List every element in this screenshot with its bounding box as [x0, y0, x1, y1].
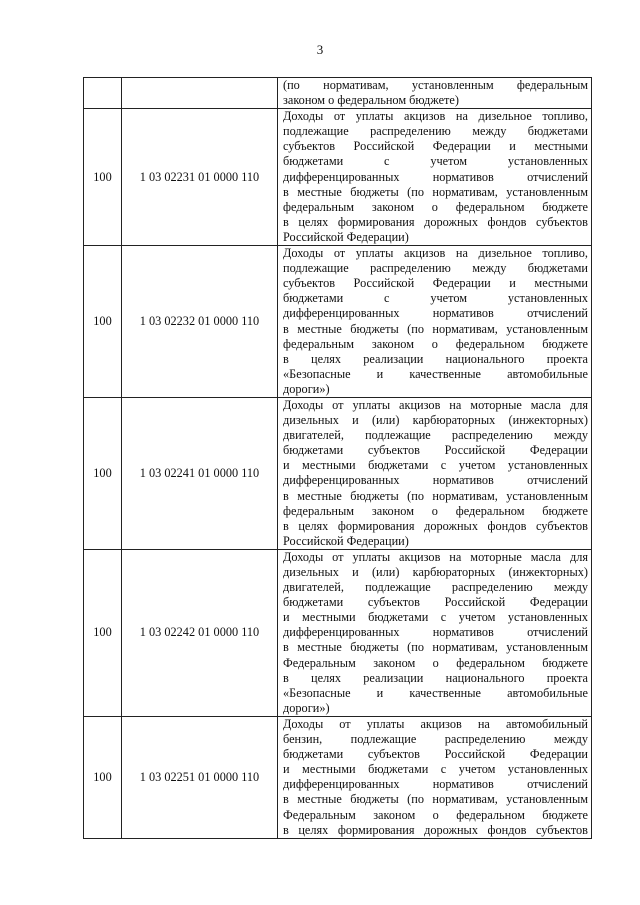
revenue-name-line: и местными бюджетами с учетом установленных — [283, 762, 588, 777]
revenue-name-line: Доходы от уплаты акцизов на дизельное топливо, — [283, 246, 588, 261]
revenue-name-line: бензин, подлежащие распределению между — [283, 732, 588, 747]
revenue-name-line: Доходы от уплаты акцизов на моторные масла для — [283, 397, 588, 412]
table-row — [84, 716, 592, 838]
budget-classification-code-cell: 1 03 02242 01 0000 110 — [122, 549, 278, 716]
revenue-name-line: бюджетами субъектов Российской Федерации — [283, 595, 588, 610]
revenue-name-cell — [278, 397, 592, 549]
revenue-name-line: Доходы от уплаты акцизов на автомобильный — [283, 716, 588, 731]
revenue-name-cell — [278, 549, 592, 716]
revenue-name-line: двигателей, подлежащие распределению между — [283, 580, 588, 595]
revenue-codes-table — [83, 77, 592, 839]
revenue-name-line: дифференцированных нормативов отчислений — [283, 777, 588, 792]
budget-classification-code-cell — [122, 78, 278, 109]
admin-code-cell: 100 — [84, 716, 122, 838]
admin-code-cell: 100 — [84, 109, 122, 246]
table-row — [84, 78, 592, 109]
table-row — [84, 246, 592, 398]
revenue-name-line: федеральным законом о федеральном бюджете — [283, 336, 588, 351]
revenue-name-line: в целях реализации национального проекта — [283, 351, 588, 366]
revenue-name-line: бюджетами субъектов Российской Федерации — [283, 747, 588, 762]
revenue-name-line: в целях формирования дорожных фондов субъектов — [283, 518, 588, 533]
revenue-name-cell — [278, 716, 592, 838]
revenue-name-line: двигателей, подлежащие распределению между — [283, 428, 588, 443]
revenue-name-line: в целях формирования дорожных фондов субъектов — [283, 214, 588, 229]
revenue-name-line: «Безопасные и качественные автомобильные — [283, 366, 588, 381]
revenue-name-cell — [278, 246, 592, 398]
revenue-name-line: в целях реализации национального проекта — [283, 670, 588, 685]
revenue-name-line: Доходы от уплаты акцизов на моторные масла для — [283, 549, 588, 564]
revenue-name-line: в местные бюджеты (по нормативам, установленным — [283, 184, 588, 199]
budget-classification-code-cell: 1 03 02241 01 0000 110 — [122, 397, 278, 549]
table-body — [84, 78, 592, 839]
revenue-name-line: дороги») — [283, 381, 330, 396]
budget-classification-code-cell: 1 03 02251 01 0000 110 — [122, 716, 278, 838]
revenue-name-line: дифференцированных нормативов отчислений — [283, 625, 588, 640]
budget-classification-code-cell: 1 03 02231 01 0000 110 — [122, 109, 278, 246]
revenue-name-line: бюджетами с учетом установленных — [283, 291, 588, 306]
revenue-name-cell — [278, 78, 592, 109]
revenue-name-line: Российской Федерации) — [283, 533, 409, 548]
revenue-name-line: законом о федеральном бюджете) — [283, 93, 459, 108]
revenue-name-line: дифференцированных нормативов отчислений — [283, 169, 588, 184]
revenue-name-line: бюджетами субъектов Российской Федерации — [283, 443, 588, 458]
revenue-name-line: «Безопасные и качественные автомобильные — [283, 685, 588, 700]
admin-code-cell: 100 — [84, 549, 122, 716]
revenue-name-line: дизельных и (или) карбюраторных (инжекторных) — [283, 565, 588, 579]
revenue-name-line: подлежащие распределению между бюджетами — [283, 261, 588, 276]
revenue-name-line: федеральным законом о федеральном бюджете — [283, 503, 588, 518]
revenue-name-line: в местные бюджеты (по нормативам, установленным — [283, 488, 588, 503]
revenue-name-line: (по нормативам, установленным федеральным — [283, 78, 588, 92]
revenue-name-line: бюджетами с учетом установленных — [283, 154, 588, 169]
revenue-name-line: дифференцированных нормативов отчислений — [283, 306, 588, 321]
revenue-name-line: субъектов Российской Федерации и местными — [283, 139, 588, 154]
table-row — [84, 109, 592, 246]
revenue-name-line: в целях формирования дорожных фондов субъектов — [283, 822, 588, 837]
page-number: 3 — [316, 42, 324, 57]
table-row — [84, 549, 592, 716]
admin-code-cell: 100 — [84, 246, 122, 398]
revenue-name-line: подлежащие распределению между бюджетами — [283, 124, 588, 139]
revenue-name-line: Доходы от уплаты акцизов на дизельное топливо, — [283, 109, 588, 124]
revenue-name-line: федеральным законом о федеральном бюджете — [283, 199, 588, 214]
revenue-name-line: и местными бюджетами с учетом установленных — [283, 458, 588, 473]
admin-code-cell — [84, 78, 122, 109]
revenue-name-line: дизельных и (или) карбюраторных (инжекторных) — [283, 413, 588, 428]
admin-code-cell: 100 — [84, 397, 122, 549]
revenue-name-line: субъектов Российской Федерации и местными — [283, 276, 588, 291]
revenue-name-line: в местные бюджеты (по нормативам, установленным — [283, 321, 588, 336]
revenue-name-cell — [278, 109, 592, 246]
revenue-name-line: Российской Федерации) — [283, 229, 409, 244]
revenue-name-line: в местные бюджеты (по нормативам, установленным — [283, 792, 588, 807]
table-row — [84, 397, 592, 549]
revenue-name-line: Федеральным законом о федеральном бюджете — [283, 807, 588, 822]
revenue-name-line: Федеральным законом о федеральном бюджете — [283, 655, 588, 670]
revenue-name-line: дороги») — [283, 700, 330, 715]
revenue-name-line: и местными бюджетами с учетом установленных — [283, 610, 588, 625]
revenue-name-line: дифференцированных нормативов отчислений — [283, 473, 588, 488]
revenue-name-line: в местные бюджеты (по нормативам, установленным — [283, 640, 588, 655]
budget-classification-code-cell: 1 03 02232 01 0000 110 — [122, 246, 278, 398]
